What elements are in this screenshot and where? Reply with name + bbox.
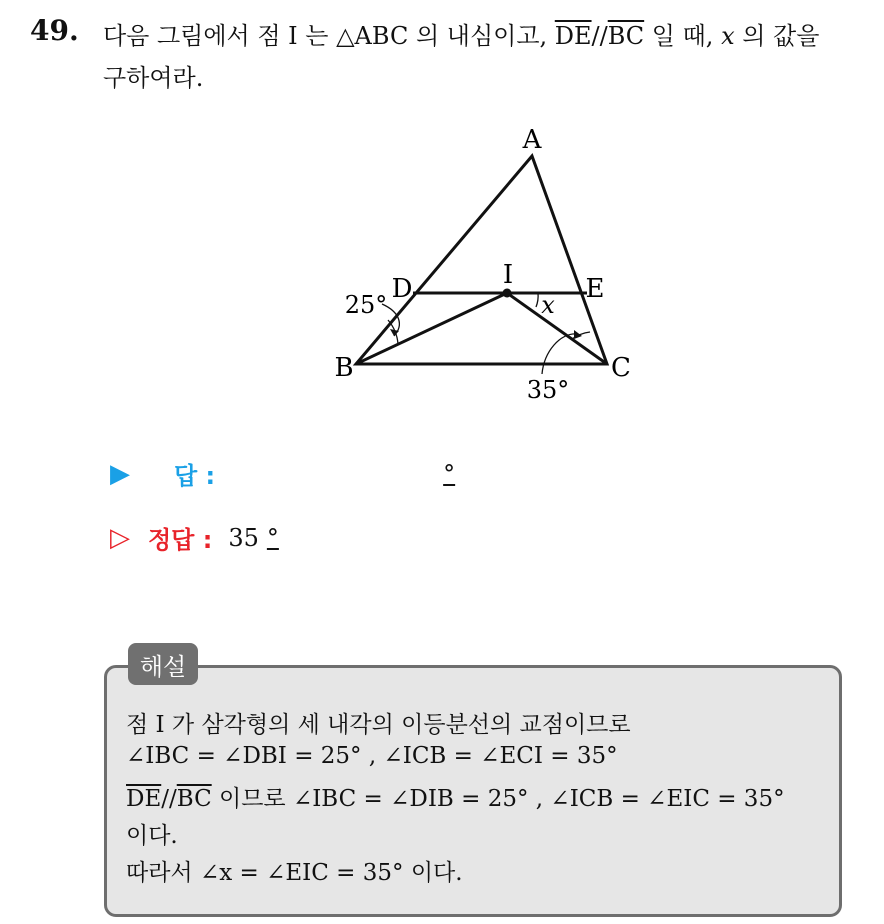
angle-label-25: 25° xyxy=(344,291,388,319)
segment-bc: $\overline{BC}$ xyxy=(607,22,645,50)
correct-label: 정답 : xyxy=(148,526,213,554)
triangle-figure xyxy=(310,120,650,410)
label-c: C xyxy=(611,353,631,383)
outline-play-icon: ▷ xyxy=(110,522,130,553)
solution-line2: ∠IBC = ∠DBI = 25° , ∠ICB = ∠ECI = 35° xyxy=(126,743,618,769)
question-text-line1 xyxy=(103,16,819,51)
question-text-c: 의 값을 xyxy=(734,22,820,50)
solution-parallel: // xyxy=(161,786,177,812)
question-number: 49. xyxy=(30,14,79,47)
label-d: D xyxy=(391,274,413,304)
answer-unit: ° xyxy=(443,459,456,488)
label-e: E xyxy=(585,274,605,304)
segment-de: $\overline{DE}$ xyxy=(554,22,592,50)
solution-line4: 이다. xyxy=(126,823,178,849)
solution-segment-de: $\overline{DE}$ xyxy=(126,786,162,812)
question-text-line2: 구하여라. xyxy=(103,64,204,92)
label-i: I xyxy=(502,260,514,290)
solution-line3 xyxy=(126,780,785,813)
question-text-b: 일 때, xyxy=(644,22,722,50)
angle-arc-x xyxy=(536,293,538,307)
play-icon: ▶ xyxy=(110,458,130,489)
variable-x: x xyxy=(721,22,735,50)
correct-value: 35 xyxy=(228,523,259,552)
correct-unit: ° xyxy=(266,523,279,552)
label-x: x xyxy=(541,291,555,319)
angle-label-35: 35° xyxy=(526,376,570,404)
solution-tag: 해설 xyxy=(128,643,198,685)
correct-answer-row xyxy=(110,520,279,555)
solution-line1: 점 I 가 삼각형의 세 내각의 이등분선의 교점이므로 xyxy=(126,712,631,738)
label-b: B xyxy=(334,353,354,383)
solution-segment-bc: $\overline{BC}$ xyxy=(176,786,212,812)
solution-line5: 따라서 ∠x = ∠EIC = 35° 이다. xyxy=(126,860,463,886)
label-a: A xyxy=(522,125,542,155)
answer-label: 답 : xyxy=(174,462,216,490)
solution-line3-rest: 이므로 ∠IBC = ∠DIB = 25° , ∠ICB = ∠EIC = 35° xyxy=(211,786,785,812)
question-text-a: 다음 그림에서 점 I 는 △ABC 의 내심이고, xyxy=(103,22,555,50)
parallel-symbol: // xyxy=(591,22,608,50)
answer-row xyxy=(110,456,455,491)
